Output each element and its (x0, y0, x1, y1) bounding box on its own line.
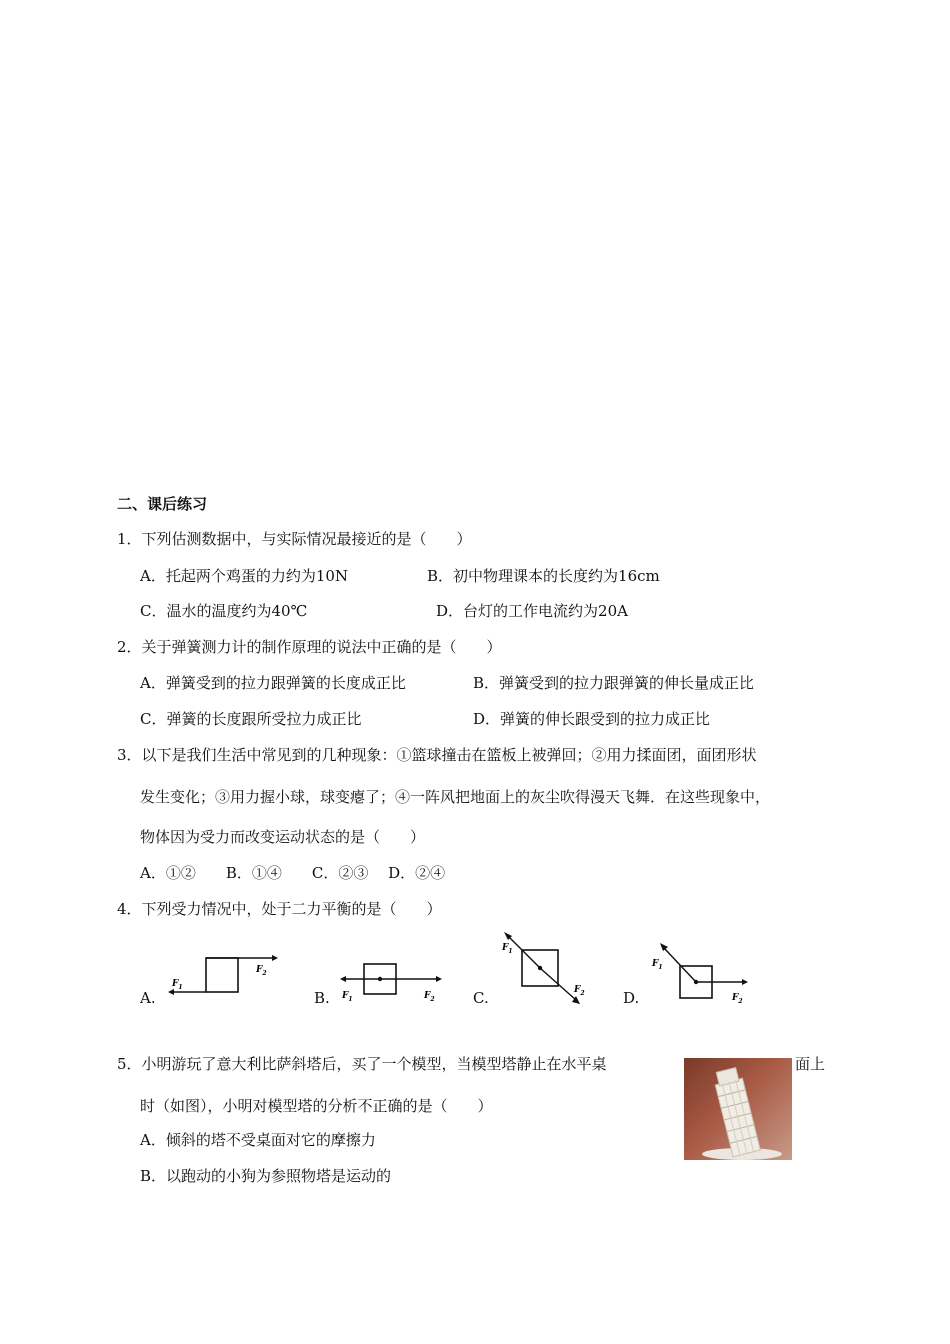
q5-option-a: A．倾斜的塔不受桌面对它的摩擦力 (140, 1131, 376, 1149)
q4-label-c: C. (473, 989, 489, 1007)
q4c-f2-label: F (574, 985, 581, 995)
q1-option-c: C．温水的温度约为40℃ (140, 602, 308, 620)
q5-option-b: B．以跑动的小狗为参照物塔是运动的 (140, 1167, 392, 1185)
svg-text:F2: $F_2$ (732, 993, 743, 1005)
section-title: 二、课后练习 (117, 495, 208, 513)
q4b-f2-label: F (424, 991, 431, 1001)
q4b-f1-label: F (342, 991, 349, 1001)
q1-option-a: A．托起两个鸡蛋的力约为10N (140, 567, 349, 585)
q1-option-b: B．初中物理课本的长度约为16cm (427, 567, 660, 585)
q4-label-a: A. (140, 989, 156, 1007)
q4-label-b: B. (314, 989, 330, 1007)
leaning-tower-photo (684, 1058, 792, 1160)
q4-label-d: D. (623, 989, 640, 1007)
svg-text:F1: $F_1$ (652, 959, 663, 971)
q4c-f1-label: F (502, 943, 509, 953)
q3-options: A．①② B．①④ C．②③ D．②④ (140, 864, 446, 882)
q5-line-2: 时（如图），小明对模型塔的分析不正确的是（ ） (140, 1097, 493, 1115)
q3-line-3: 物体因为受力而改变运动状态的是（ ） (140, 828, 426, 846)
q5-line-1-end: 面上 (795, 1055, 826, 1073)
q4-figure-a (166, 952, 278, 1004)
q2-option-b: B．弹簧受到的拉力跟弹簧的伸长量成正比 (473, 674, 755, 692)
q2-option-c: C．弹簧的长度跟所受拉力成正比 (140, 710, 362, 728)
svg-text:F1: $F_1$ (342, 991, 353, 1003)
q3-line-1: 3．以下是我们生活中常见到的几种现象：①篮球撞击在篮板上被弹回；②用力揉面团，面团形状 (117, 746, 757, 764)
q4d-f2-label: F (732, 993, 739, 1003)
q1-stem: 1．下列估测数据中，与实际情况最接近的是（ ） (117, 530, 472, 548)
q4a-f2-label: F (256, 965, 263, 975)
svg-text:F1: $F_1$ (172, 979, 183, 991)
svg-text:F1: $F_1$ (502, 943, 513, 955)
svg-text:F2: $F_2$ (424, 991, 435, 1003)
q4a-f1-label: F (172, 979, 179, 989)
q2-stem: 2．关于弹簧测力计的制作原理的说法中正确的是（ ） (117, 638, 502, 656)
q3-line-2: 发生变化；③用力握小球，球变瘪了；④一阵风把地面上的灰尘吹得漫天飞舞．在这些现象中， (140, 788, 771, 806)
q4d-f1-label: F (652, 959, 659, 969)
q4-figure-d (650, 940, 750, 1010)
q1-option-d: D．台灯的工作电流约为20A (436, 602, 628, 620)
svg-text:F2: $F_2$ (574, 985, 585, 997)
q4-stem: 4．下列受力情况中，处于二力平衡的是（ ） (117, 900, 442, 918)
q2-option-d: D．弹簧的伸长跟受到的拉力成正比 (473, 710, 711, 728)
q4-figure-c (498, 932, 590, 1010)
svg-text:F2: $F_2$ (256, 965, 267, 977)
q4-figure-b (338, 958, 442, 1008)
q2-option-a: A．弹簧受到的拉力跟弹簧的长度成正比 (140, 674, 406, 692)
q5-line-1: 5．小明游玩了意大利比萨斜塔后，买了一个模型，当模型塔静止在水平桌 (117, 1055, 607, 1073)
